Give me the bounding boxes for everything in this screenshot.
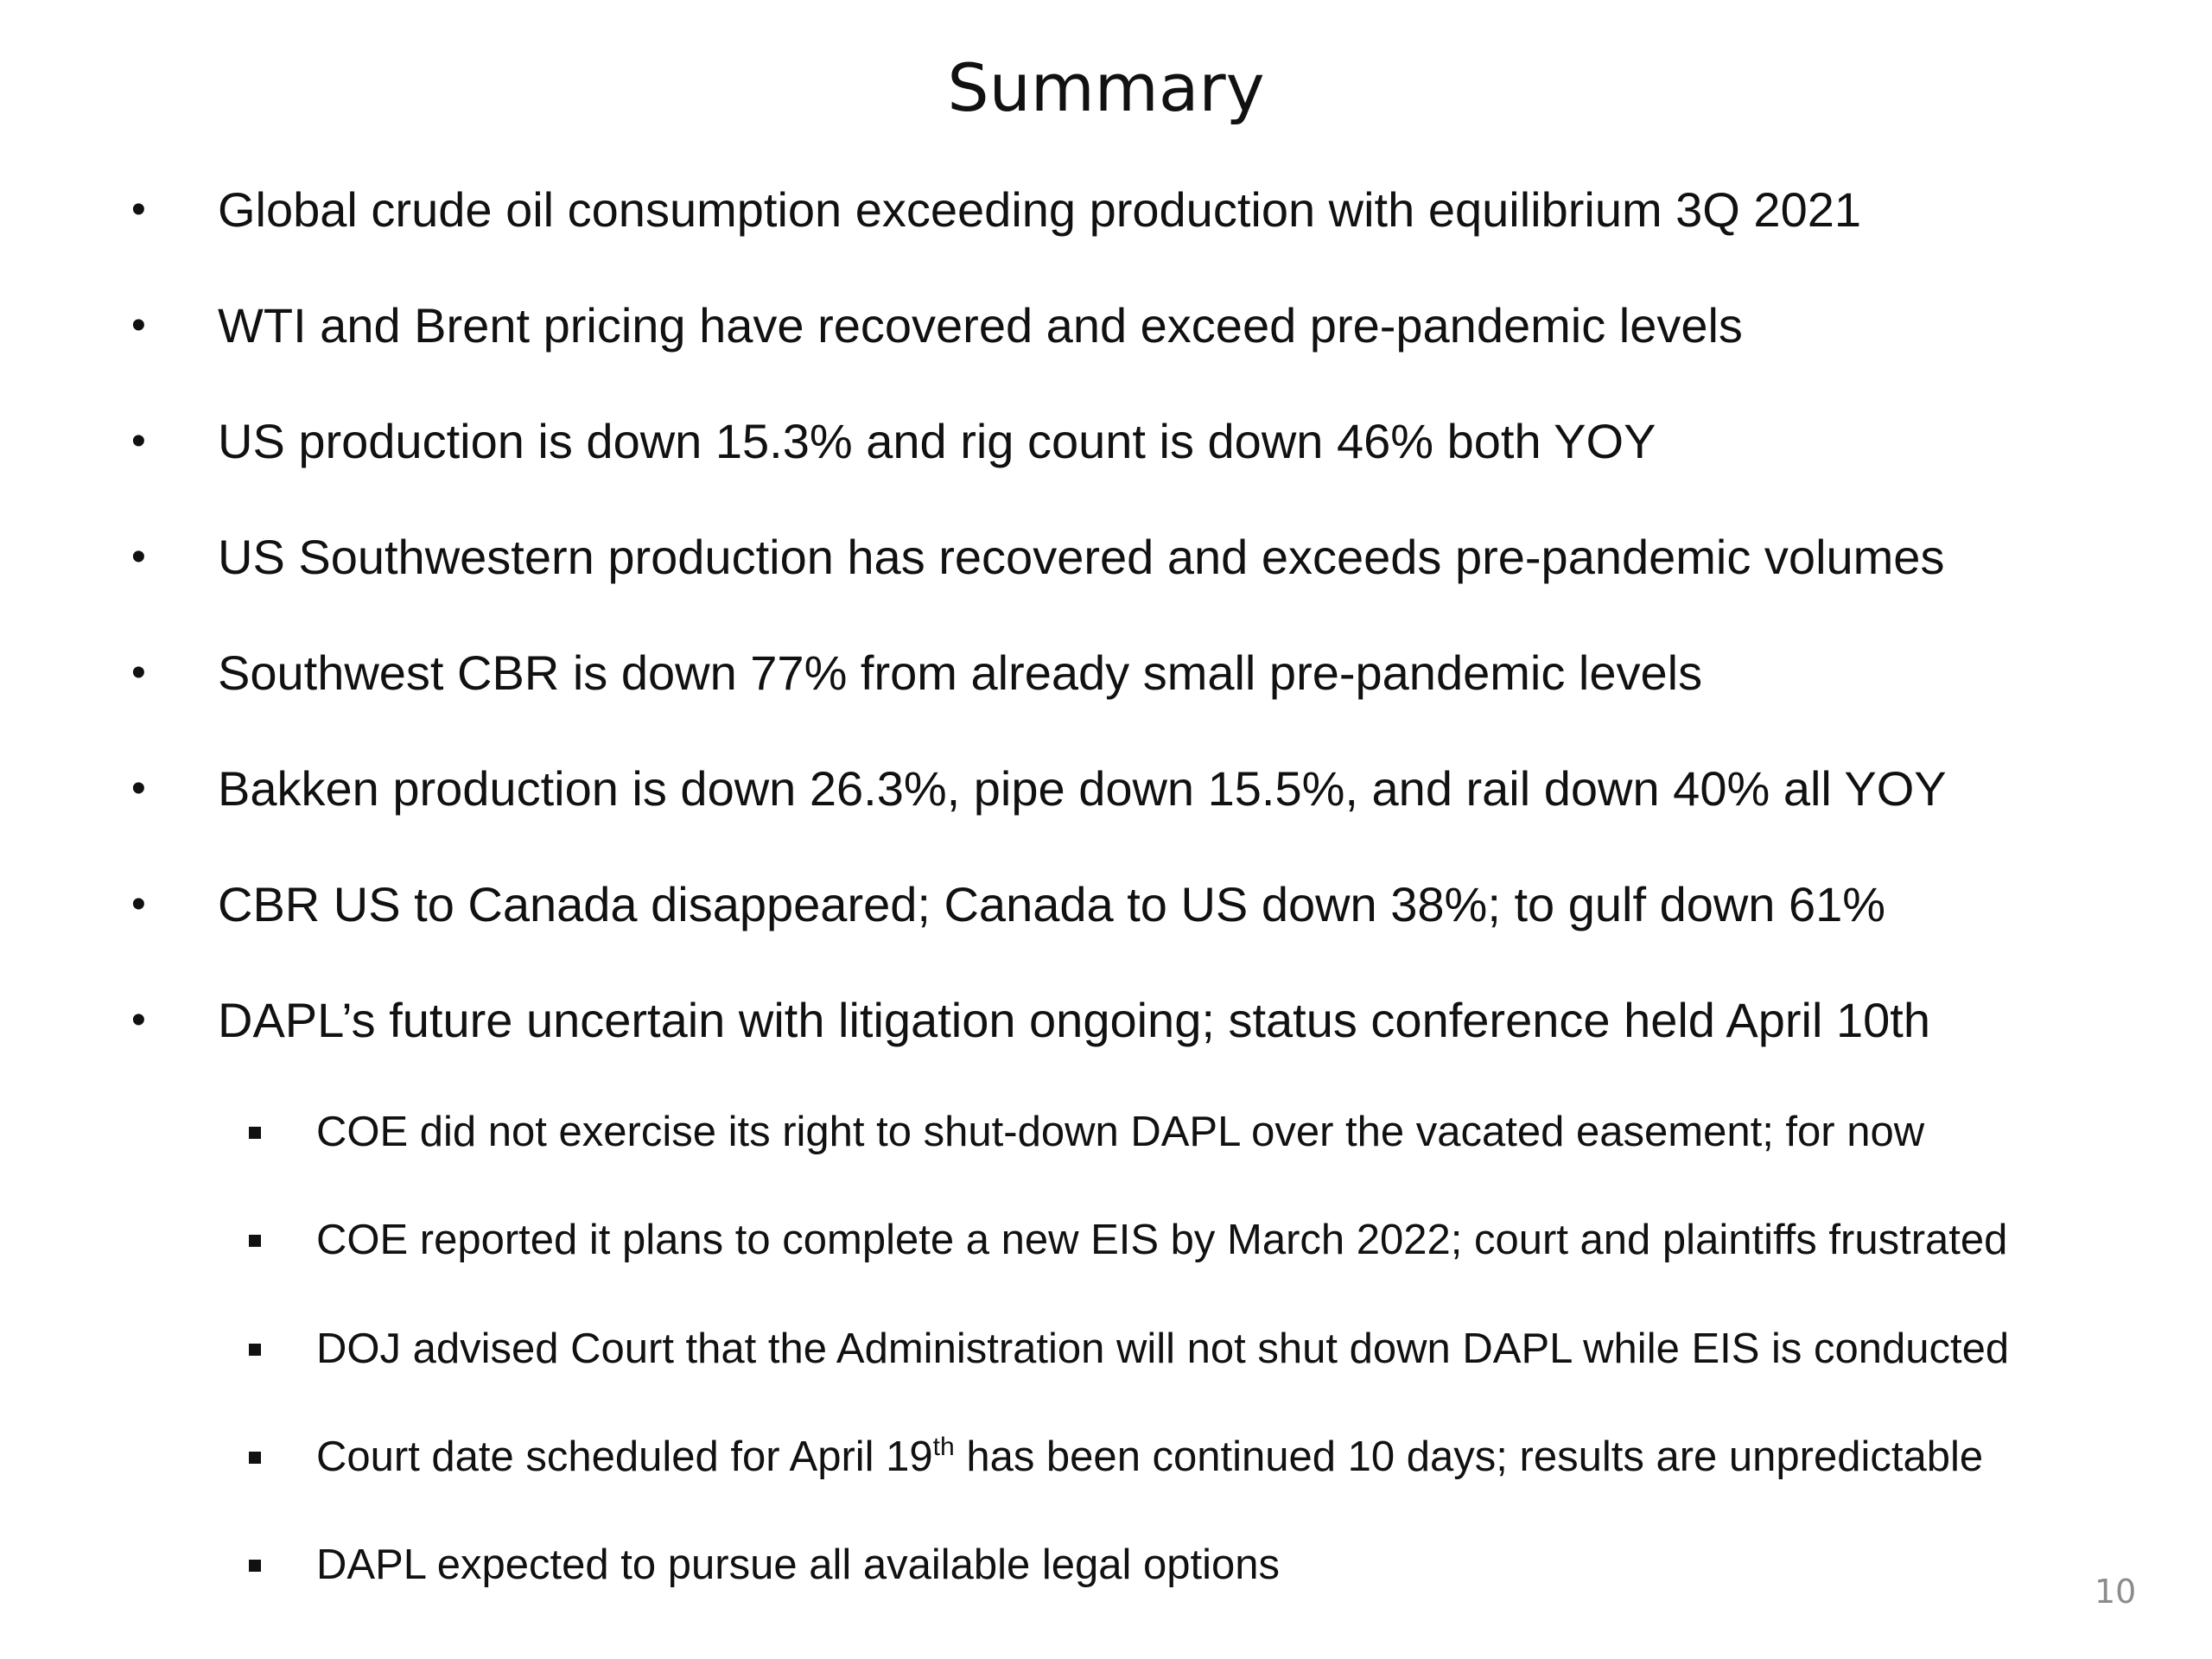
sub-bullet-text-before: Court date scheduled for April 19 <box>316 1433 933 1480</box>
bullet-text: Global crude oil consumption exceeding production with equilibrium 3Q 2021 <box>218 182 1862 237</box>
sub-bullet-text <box>316 1430 1983 1484</box>
bullet-dot-icon: • <box>131 187 146 232</box>
sub-bullet-text-after: has been continued 10 days; results are unpredictable <box>954 1433 1984 1480</box>
sub-bullet-text: COE reported it plans to complete a new EIS by March 2022; court and plaintiffs frustrated <box>316 1217 2008 1263</box>
square-bullet-icon <box>249 1235 261 1247</box>
square-bullet-icon <box>249 1452 261 1464</box>
sub-bullet-text: COE did not exercise its right to shut-down DAPL over the vacated easement; for now <box>316 1109 1925 1155</box>
square-bullet-icon <box>249 1127 261 1139</box>
sub-bullet-text: DAPL expected to pursue all available legal options <box>316 1541 1281 1588</box>
square-bullet-icon <box>249 1344 261 1356</box>
bullet-text: DAPL’s future uncertain with litigation ongoing; status conference held April 10th <box>218 993 1930 1047</box>
ordinal-suffix: th <box>932 1433 955 1461</box>
bullet-dot-icon: • <box>131 650 146 696</box>
bullet-text: US Southwestern production has recovered and exceeds pre-pandemic volumes <box>218 530 1945 584</box>
bullet-dot-icon: • <box>131 418 146 464</box>
bullet-text: Bakken production is down 26.3%, pipe down 15.5%, and rail down 40% all YOY <box>218 761 1947 816</box>
bullet-dot-icon: • <box>131 997 146 1043</box>
bullet-text: WTI and Brent pricing have recovered and exceed pre-pandemic levels <box>218 298 1743 353</box>
page-number: 10 <box>2094 1573 2137 1611</box>
sub-bullet-text: DOJ advised Court that the Administration will not shut down DAPL while EIS is conducted <box>316 1325 2010 1372</box>
bullet-dot-icon: • <box>131 534 146 580</box>
bullet-text: US production is down 15.3% and rig count is down 46% both YOY <box>218 414 1656 468</box>
slide-title: Summary <box>947 49 1265 126</box>
bullet-text: CBR US to Canada disappeared; Canada to US down 38%; to gulf down 61% <box>218 877 1886 931</box>
bullet-dot-icon: • <box>131 766 146 811</box>
bullet-dot-icon: • <box>131 881 146 927</box>
square-bullet-icon <box>249 1560 261 1572</box>
bullet-dot-icon: • <box>131 302 146 348</box>
bullet-text: Southwest CBR is down 77% from already small pre-pandemic levels <box>218 645 1703 700</box>
